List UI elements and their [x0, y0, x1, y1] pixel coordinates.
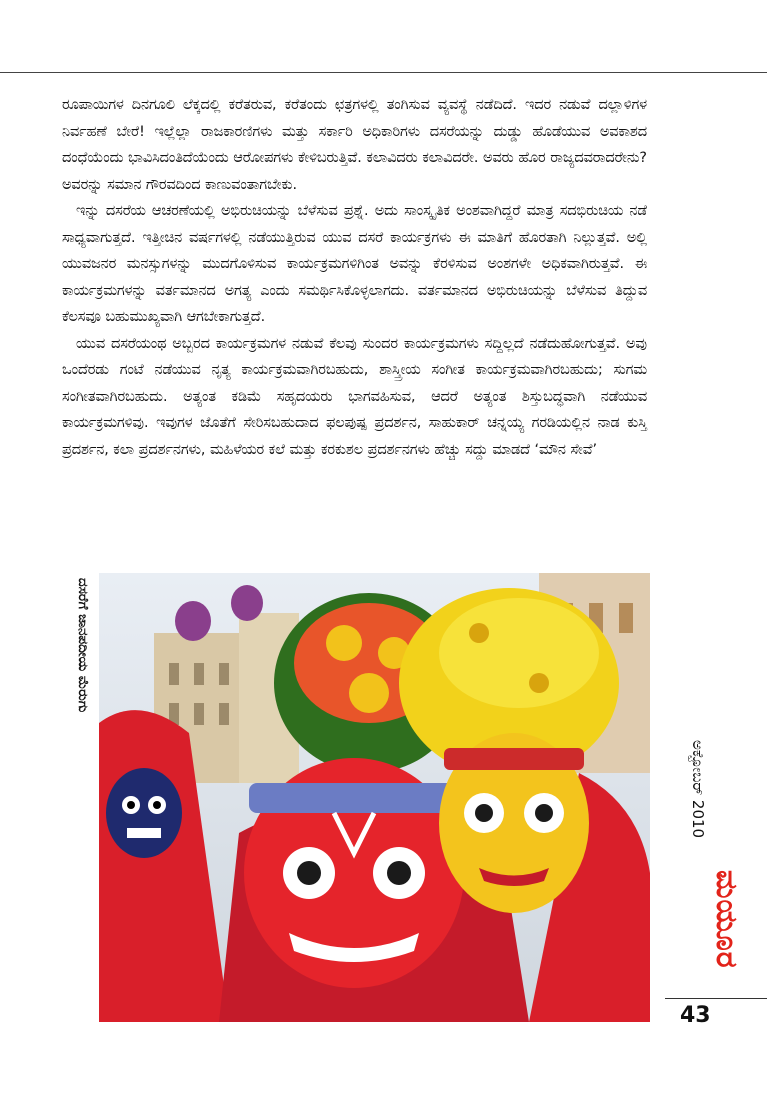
footer-rule: [665, 998, 767, 999]
small-mask: [106, 768, 182, 858]
festival-masks-illustration: [99, 573, 650, 1022]
yellow-mask: [439, 733, 589, 913]
issue-date: ಅಕ್ಟೋಬರ್ 2010: [689, 740, 707, 839]
festival-photo: [99, 573, 650, 1022]
article-paragraph: ಇನ್ನು ದಸರೆಯ ಆಚರಣೆಯಲ್ಲಿ ಅಭಿರುಚಿಯನ್ನು ಬೆಳೆಸುವ ಪ್ರಶ್ನೆ. ಅದು ಸಾಂಸ್ಕೃತಿಕ ಅಂಶವಾಗಿದ್ದರೆ ಮಾತ್ರ ಸದಭಿರುಚಿಯ ನಡೆ ಸಾಧ್ಯವಾಗುತ್ತದೆ. ಇತ್ತೀಚಿನ ವರ್ಷಗಳಲ್ಲಿ ನಡೆಯುತ್ತಿರುವ ಯುವ ದಸರೆ ಕಾರ್ಯಕ್ರಗಳು ಈ ಮಾತಿಗೆ ಹೊರತಾಗಿ ನಿಲ್ಲುತ್ತವೆ. ಅಲ್ಲಿ ಯುವಜನರ ಮನಸ್ಸುಗಳನ್ನು ಮುದಗೊಳಿಸುವ ಕಾರ್ಯಕ್ರಮಗಳಿಗಿಂತ ಅವನ್ನು ಕೆರಳಿಸುವ ಅಂಶಗಳೇ ಅಧಿಕವಾಗಿರುತ್ತವೆ. ಈ ಕಾರ್ಯಕ್ರಮಗಳನ್ನು ವರ್ತಮಾನದ ಅಗತ್ಯ ಎಂದು ಸಮರ್ಥಿಸಿಕೊಳ್ಳಲಾಗದು. ವರ್ತಮಾನದ ಅಭಿರುಚಿಯನ್ನು ಬೆಳೆಸುವ ತಿದ್ದುವ ಕೆಲಸವೂ ಬಹುಮುಖ್ಯವಾಗಿ ಆಗಬೇಕಾಗುತ್ತದೆ.: [62, 203, 647, 325]
page-number: 43: [680, 1003, 711, 1028]
top-rule: [0, 72, 767, 73]
magazine-logo: ಮಯೂರ: [709, 870, 744, 969]
article-paragraph: ಯುವ ದಸರೆಯಂಥ ಅಬ್ಬರದ ಕಾರ್ಯಕ್ರಮಗಳ ನಡುವೆ ಕೆಲವು ಸುಂದರ ಕಾರ್ಯಕ್ರಮಗಳು ಸದ್ದಿಲ್ಲದೆ ನಡೆದುಹೋಗುತ್ತವೆ. ಅವು ಒಂದೆರಡು ಗಂಟೆ ನಡೆಯುವ ನೃತ್ಯ ಕಾರ್ಯಕ್ರಮವಾಗಿರಬಹುದು, ಶಾಸ್ತ್ರೀಯ ಸಂಗೀತ ಕಾರ್ಯಕ್ರಮವಾಗಿರಬಹುದು; ಸುಗಮ ಸಂಗೀತವಾಗಿರಬಹುದು. ಅತ್ಯಂತ ಕಡಿಮೆ ಸಹೃದಯರು ಭಾಗವಹಿಸುವ, ಆದರೆ ಅತ್ಯಂತ ಶಿಸ್ತುಬದ್ಧವಾಗಿ ನಡೆಯುವ ಕಾರ್ಯಕ್ರಮಗಳಿವು. ಇವುಗಳ ಜೊತೆಗೆ ಸೇರಿಸಬಹುದಾದ ಫಲಪುಷ್ಪ ಪ್ರದರ್ಶನ, ಸಾಹುಕಾರ್ ಚನ್ನಯ್ಯ ಗರಡಿಯಲ್ಲಿನ ನಾಡ ಕುಸ್ತಿ ಪ್ರದರ್ಶನ, ಕಲಾ ಪ್ರದರ್ಶನಗಳು, ಮಹಿಳೆಯರ ಕಲೆ ಮತ್ತು ಕರಕುಶಲ ಪ್ರದರ್ಶನಗಳು ಹೆಚ್ಚು ಸದ್ದು ಮಾಡದೆ ‘ಮೌನ ಸೇವೆ’: [62, 335, 647, 458]
red-mask: [244, 758, 464, 988]
article-paragraph: ರೂಪಾಯಿಗಳ ದಿನಗೂಲಿ ಲೆಕ್ಕದಲ್ಲಿ ಕರೆತರುವ, ಕರೆತಂದು ಛತ್ರಗಳಲ್ಲಿ ತಂಗಿಸುವ ವ್ಯವಸ್ಥೆ ನಡೆದಿದೆ. ಇದರ ನಡುವೆ ದಲ್ಲಾಳಿಗಳ ನಿರ್ವಹಣೆ ಬೇರೆ! ಇಲ್ಲೆಲ್ಲಾ ರಾಜಕಾರಣಿಗಳು ಮತ್ತು ಸರ್ಕಾರಿ ಅಧಿಕಾರಿಗಳು ದಸರೆಯನ್ನು ದುಡ್ಡು ಹೊಡೆಯುವ ಅವಕಾಶದ ದಂಧೆಯೆಂದು ಭಾವಿಸಿದಂತಿದೆಯೆಂದು ಆರೋಪಗಳು ಕೇಳಿಬರುತ್ತಿವೆ. ಕಲಾವಿದರು ಕಲಾವಿದರೇ. ಅವರು ಹೊರ ರಾಜ್ಯದವರಾದರೇನು? ಅವರನ್ನು ಸಮಾನ ಗೌರವದಿಂದ ಕಾಣುವಂತಾಗಬೇಕು.: [62, 97, 647, 193]
photo-caption: ದಸರೆಗೆ ಜಾನಪದೀಯ ಮೆರುಗು: [75, 578, 91, 713]
article-body: [62, 92, 647, 463]
